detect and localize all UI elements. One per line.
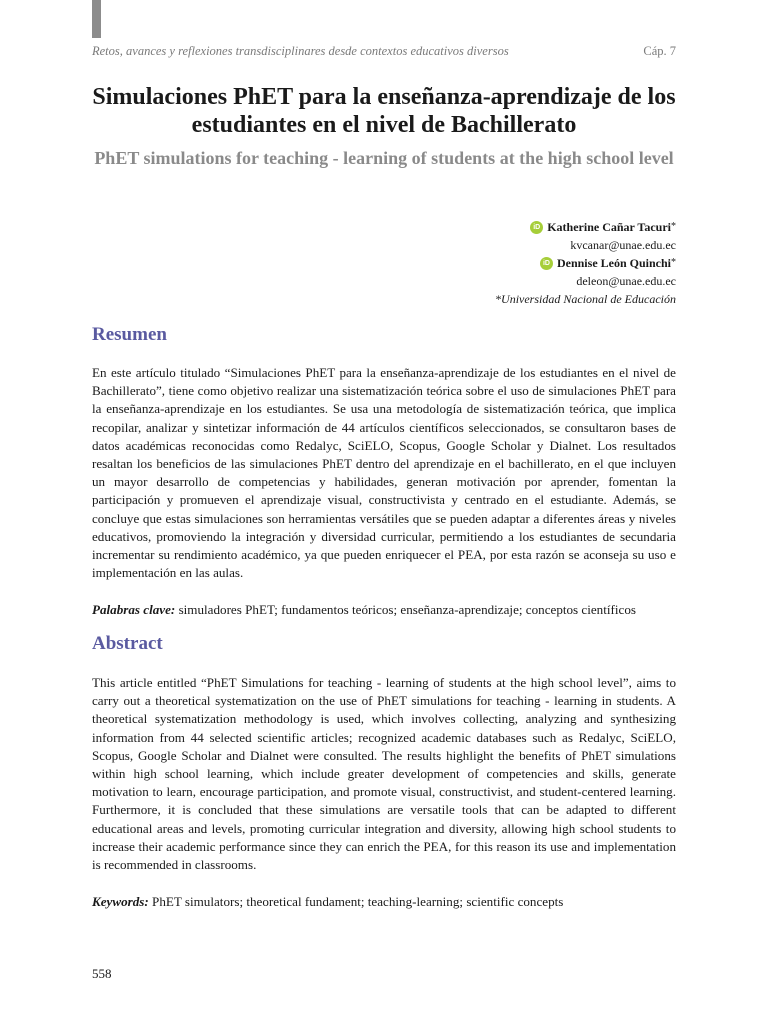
- affiliation-mark: *: [671, 221, 676, 232]
- running-header: [92, 44, 676, 59]
- header-bar-decoration: [92, 0, 101, 38]
- chapter-label: Cáp. 7: [643, 44, 676, 58]
- resumen-heading: Resumen: [92, 324, 167, 345]
- resumen-keywords: [92, 601, 676, 619]
- author-1: [276, 218, 676, 236]
- author-email[interactable]: kvcanar@unae.edu.ec: [570, 238, 676, 252]
- affiliation-mark: *: [671, 257, 676, 268]
- abstract-body: This article entitled “PhET Simulations for teaching - learning of students at the high school level”, aims to carry out a theoretical systematization on the use of PhET simulations for teaching - learning in students. A theoretical systematization methodology is used, which involves collecting, analyzing and synthesizing information from 44 selected scientific articles; recognized academic databases such as Redalyc, SciELO, Scopus, Google Scholar and Dialnet were consulted. The results highlight the benefits of PhET simulations within high school learning, which include greater development of competencies and skills, generate motivation to learn, encourage participation, and promote visual, constructivist, and student-centered learning. Furthermore, it is concluded that these simulations are versatile tools that can be adapted to different educational areas and levels, promoting curricular integration and diversity, allowing high school students to increase their academic performance since they can enrich the PEA, for this reason its use and implementation is recommended in classrooms.: [92, 675, 676, 873]
- affiliation: *Universidad Nacional de Educación: [495, 292, 676, 306]
- author-email[interactable]: deleon@unae.edu.ec: [576, 274, 676, 288]
- author-block: [276, 218, 676, 308]
- orcid-icon[interactable]: iD: [540, 257, 553, 270]
- author-name: Dennise León Quinchi: [556, 256, 671, 270]
- resumen-body: En este artículo titulado “Simulaciones PhET para la enseñanza-aprendizaje de los estudiantes en el nivel de Bachillerato”, tiene como objetivo realizar una sistematización teórica sobre el uso de simulaciones PhET para la enseñanza-aprendizaje en los estudiantes. Se usa una metodología de sistematización teórica, que implica recopilar, analizar y sintetizar información de 44 artículos científicos seleccionados, se consultaron bases de datos académicas reconocidas como Redalyc, SciELO, Scopus, Google Scholar y Dialnet. Los resultados resaltan los beneficios de las simulaciones PhET dentro del aprendizaje en el bachillerato, en el que incluyen un mayor desarrollo de competencias y habilidades, generan motivación por aprender, fomentan la participación y promueven el aprendizaje visual, constructivista y centrado en el estudiante. Además, se concluye que estas simulaciones son herramientas versátiles que se pueden adaptar a diferentes áreas y niveles educativos, promoviendo la integración y diversidad curricular, permitiendo a los estudiantes de secundaria incrementar su rendimiento académico, ya que pueden enriquecer el PEA, por esta razón se aconseja su uso e implementación en las aulas.: [92, 365, 676, 581]
- orcid-icon[interactable]: iD: [530, 221, 543, 234]
- abstract-keywords: [92, 893, 676, 911]
- keywords-label: Keywords:: [92, 894, 149, 909]
- author-2: [276, 254, 676, 272]
- abstract-heading: Abstract: [92, 633, 163, 654]
- keywords-text: PhET simulators; theoretical fundament; teaching-learning; scientific concepts: [152, 894, 564, 909]
- book-title: Retos, avances y reflexiones transdisciplinares desde contextos educativos diversos: [92, 44, 509, 58]
- keywords-label: Palabras clave:: [92, 602, 176, 617]
- page-number: 558: [92, 966, 112, 981]
- author-name: Katherine Cañar Tacuri: [547, 220, 671, 234]
- keywords-text: simuladores PhET; fundamentos teóricos; enseñanza-aprendizaje; conceptos científicos: [178, 602, 636, 617]
- article-subtitle: PhET simulations for teaching - learning of students at the high school level: [94, 148, 674, 168]
- article-title: Simulaciones PhET para la enseñanza-aprendizaje de los estudiantes en el nivel de Bachillerato: [92, 84, 676, 138]
